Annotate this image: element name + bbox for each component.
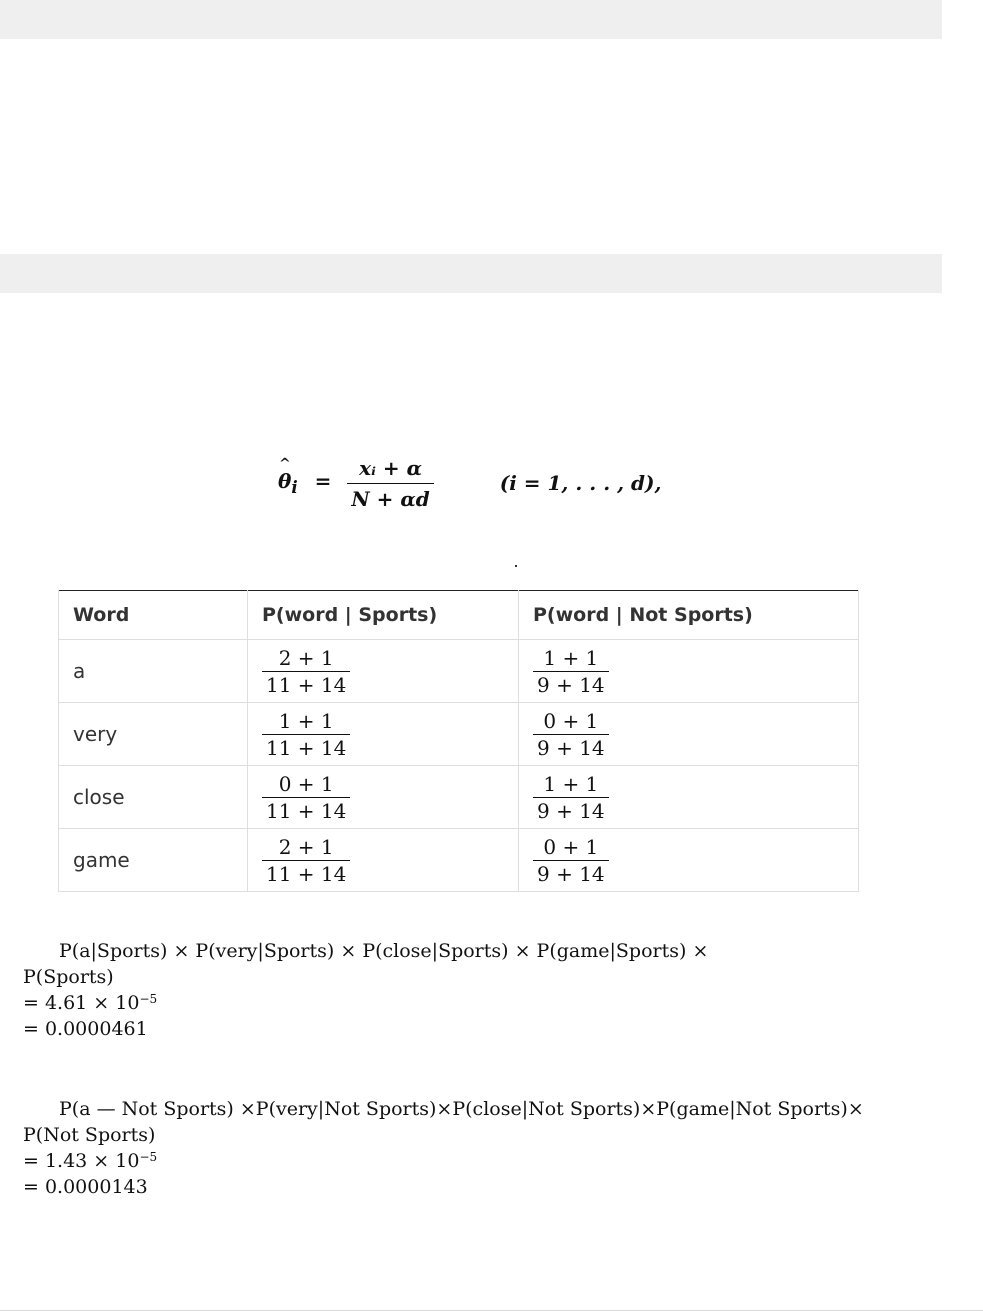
equation-line: P(a|Sports) × P(very|Sports) × P(close|Sports) × P(game|Sports) × <box>59 940 709 962</box>
cell-p-not-sports: $\frac{0 + 1}{9 + 14}$ <box>519 829 859 892</box>
laplace-smoothing-formula <box>278 455 661 511</box>
fraction-denominator: N + αd <box>347 483 433 511</box>
header-p-not-sports: P(word | Not Sports) <box>519 591 859 640</box>
table-header-row <box>59 591 859 640</box>
not-sports-probability-equation <box>23 1096 864 1200</box>
cell-word: close <box>59 766 248 829</box>
cell-p-sports: $\frac{0 + 1}{11 + 14}$ <box>248 766 519 829</box>
cell-p-not-sports: $\frac{0 + 1}{9 + 14}$ <box>519 703 859 766</box>
header-word: Word <box>59 591 248 640</box>
cell-word: a <box>59 640 248 703</box>
top-gray-bar <box>0 0 942 39</box>
equation-result-decimal: = 0.0000461 <box>23 1018 148 1040</box>
middle-gray-bar <box>0 254 942 293</box>
cell-p-sports: $\frac{2 + 1}{11 + 14}$ <box>248 829 519 892</box>
equation-line: P(a — Not Sports) ×P(very|Not Sports)×P(close|Not Sports)×P(game|Not Sports)× <box>59 1098 864 1120</box>
cell-p-not-sports: $\frac{1 + 1}{9 + 14}$ <box>519 766 859 829</box>
equation-result-scientific: = $1.43 \times 10^{-5}$ <box>23 1150 158 1172</box>
theta-symbol: ^ θ <box>278 456 292 493</box>
cell-word: game <box>59 829 248 892</box>
equation-line: P(Not Sports) <box>23 1124 156 1146</box>
index-condition: (i = 1, . . . , d), <box>499 471 662 495</box>
fraction-numerator: xᵢ + α <box>359 455 422 480</box>
equation-result-decimal: = 0.0000143 <box>23 1176 148 1198</box>
cell-p-sports: $\frac{1 + 1}{11 + 14}$ <box>248 703 519 766</box>
table-row <box>59 766 859 829</box>
smoothing-fraction <box>347 456 433 511</box>
cell-word: very <box>59 703 248 766</box>
cell-p-not-sports: $\frac{1 + 1}{9 + 14}$ <box>519 640 859 703</box>
word-probability-table <box>58 590 859 892</box>
table-row <box>59 829 859 892</box>
theta-subscript: i <box>291 477 298 497</box>
stray-dot <box>515 565 517 567</box>
bottom-divider <box>0 1310 983 1311</box>
header-p-sports: P(word | Sports) <box>248 591 519 640</box>
sports-probability-equation <box>23 938 708 1042</box>
cell-p-sports: $\frac{2 + 1}{11 + 14}$ <box>248 640 519 703</box>
equation-line: P(Sports) <box>23 966 114 988</box>
table-row <box>59 703 859 766</box>
equals-sign: = <box>314 469 332 493</box>
hat-accent: ^ <box>279 456 291 472</box>
equation-result-scientific: = $4.61 \times 10^{-5}$ <box>23 992 158 1014</box>
table-row <box>59 640 859 703</box>
